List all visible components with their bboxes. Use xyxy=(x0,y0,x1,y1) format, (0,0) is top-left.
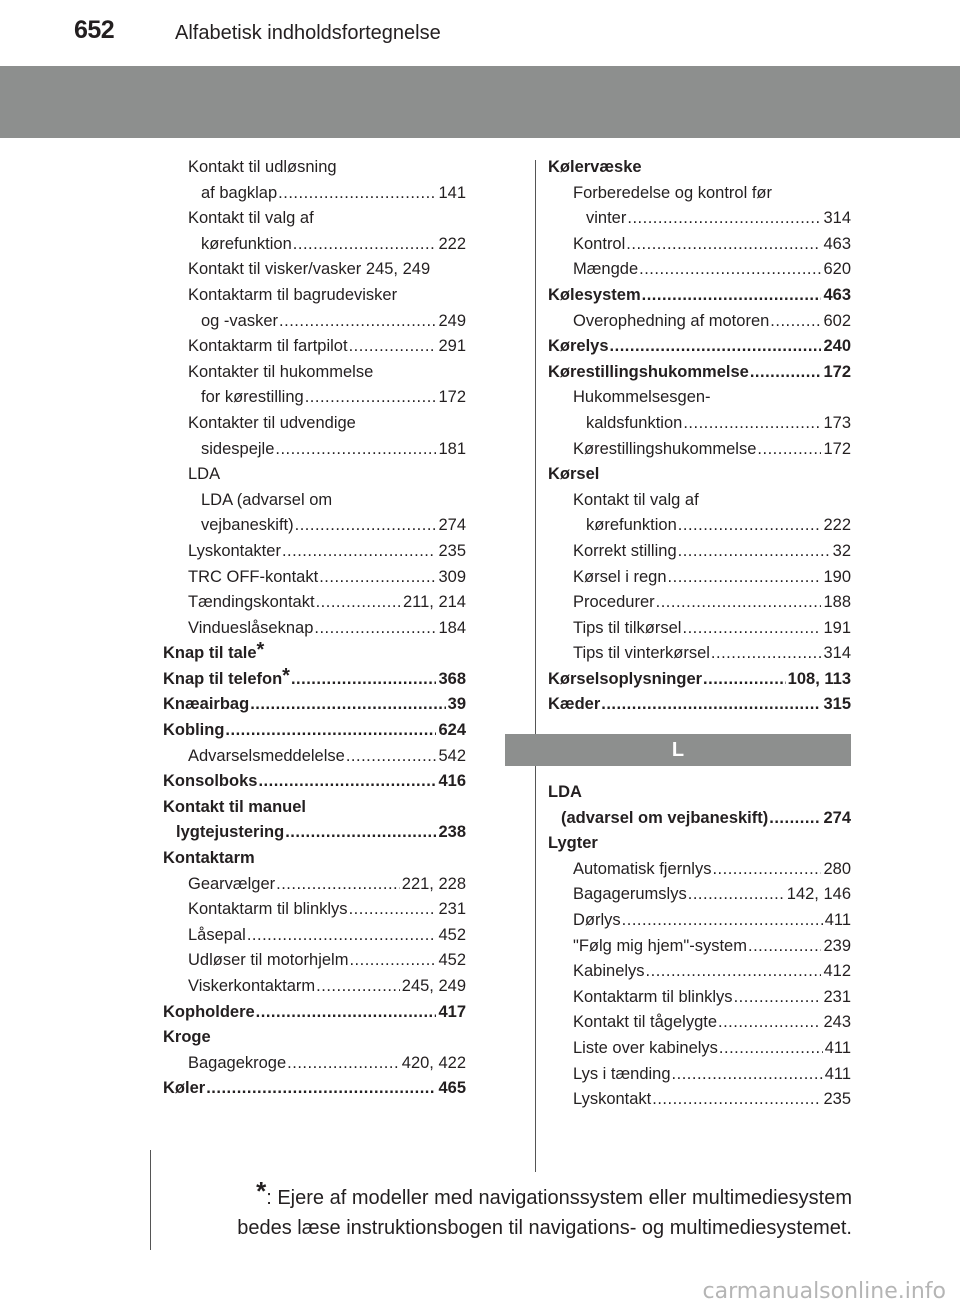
page-reference: 231 xyxy=(823,987,851,1006)
index-subentry xyxy=(163,744,466,770)
index-subentry xyxy=(548,181,851,207)
entry-text: Overophedning af motoren xyxy=(573,311,770,330)
page-reference: 243 xyxy=(823,1013,851,1032)
dot-leader xyxy=(314,616,436,642)
entry-text: Kontakt til udløsning xyxy=(188,158,337,176)
index-subentry xyxy=(163,360,466,386)
page-reference: 32 xyxy=(832,541,851,560)
watermark: carmanualsonline.info xyxy=(702,1279,946,1304)
page-reference: 291 xyxy=(438,337,466,356)
entry-text: Lygter xyxy=(548,834,598,853)
index-column-right xyxy=(548,155,851,1113)
page-reference: 465 xyxy=(438,1079,466,1098)
dot-leader xyxy=(652,1087,821,1113)
dot-leader xyxy=(770,309,821,335)
index-heading xyxy=(548,334,851,360)
dot-leader xyxy=(287,1051,400,1077)
entry-text: Liste over kabinelys xyxy=(573,1039,718,1057)
index-subentry xyxy=(163,1051,466,1077)
index-subentry xyxy=(548,1087,851,1113)
page-reference: 411 xyxy=(824,1064,851,1083)
page-reference: 245, 249 xyxy=(401,977,466,995)
entry-text: Advarselsmeddelelse xyxy=(188,746,345,765)
index-column-left xyxy=(163,155,466,1102)
index-subentry xyxy=(548,882,851,908)
entry-text: Kontakt til valg af xyxy=(573,490,699,509)
page-reference: 411 xyxy=(824,1039,851,1057)
page-reference: 309 xyxy=(438,567,466,586)
entry-text: Kæder xyxy=(548,695,601,714)
dot-leader xyxy=(639,257,821,283)
index-subentry xyxy=(548,257,851,283)
entry-text: Procedurer xyxy=(573,593,655,612)
entry-text: Kørestillingshukommelse xyxy=(548,362,749,381)
header-band xyxy=(0,66,960,138)
index-subentry xyxy=(548,985,851,1011)
entry-text: Vindueslåseknap xyxy=(188,618,314,637)
index-subentry xyxy=(548,385,851,411)
index-subentry xyxy=(548,437,851,463)
index-subentry xyxy=(163,309,466,335)
page-reference: 463 xyxy=(823,285,851,304)
page-reference: 172 xyxy=(823,362,851,381)
page-reference: 172 xyxy=(823,439,851,458)
index-subentry xyxy=(163,974,466,1000)
entry-text: Kontakter til udvendige xyxy=(188,413,356,432)
entry-text: LDA xyxy=(188,465,221,484)
page-reference: 620 xyxy=(823,260,851,279)
index-heading: Knap til tale * xyxy=(163,641,466,667)
dot-leader xyxy=(279,309,436,335)
dot-leader xyxy=(678,539,831,565)
index-heading xyxy=(548,462,851,488)
index-heading xyxy=(163,1000,466,1026)
entry-text: Dørlys xyxy=(573,911,621,930)
dot-leader xyxy=(316,590,401,616)
page-reference: 368 xyxy=(438,669,466,688)
entry-text: LDA xyxy=(548,783,582,802)
entry-text: Kontaktarm til fartpilot xyxy=(188,337,348,356)
index-subentry xyxy=(163,565,466,591)
entry-text: LDA (advarsel om xyxy=(201,490,333,509)
entry-text: Kontaktarm til bagrudevisker xyxy=(188,285,398,304)
page-reference: 184 xyxy=(438,618,466,637)
entry-text: Kontrol xyxy=(573,234,626,253)
index-heading xyxy=(163,1025,466,1051)
entry-text: Lys i tænding xyxy=(573,1064,671,1083)
page-reference: 463 xyxy=(823,234,851,253)
dot-leader xyxy=(672,1062,823,1088)
index-subentry xyxy=(548,232,851,258)
dot-leader xyxy=(626,232,821,258)
entry-text: Knap til tale xyxy=(163,644,257,663)
page-reference: 314 xyxy=(823,209,851,228)
entry-text: Kørelys xyxy=(548,337,609,356)
index-subentry xyxy=(163,155,466,181)
index-heading xyxy=(548,155,851,181)
entry-text: lygtejustering xyxy=(176,823,285,842)
footnote xyxy=(150,1176,852,1243)
entry-text: Køler xyxy=(163,1079,206,1098)
index-subentry xyxy=(163,181,466,207)
page-reference: 222 xyxy=(438,234,466,253)
page-reference: 211, 214 xyxy=(402,593,466,612)
dot-leader xyxy=(622,908,823,934)
entry-text: kaldsfunktion xyxy=(586,413,683,432)
entry-text: sidespejle xyxy=(201,439,275,458)
entry-text: Korrekt stilling xyxy=(573,541,677,560)
page-reference: 173 xyxy=(823,413,851,432)
dot-leader xyxy=(718,1010,821,1036)
entry-text: Bagagekroge xyxy=(188,1053,287,1072)
page-reference: 39 xyxy=(447,695,466,714)
index-heading xyxy=(163,769,466,795)
index-heading xyxy=(163,795,466,821)
dot-leader xyxy=(250,692,445,718)
entry-text: kørefunktion xyxy=(201,234,292,253)
entry-text: Mængde xyxy=(573,260,639,279)
entry-text: Kobling xyxy=(163,721,225,740)
index-subentry xyxy=(163,616,466,642)
index-subentry xyxy=(163,257,466,283)
index-subentry xyxy=(548,411,851,437)
entry-text: Forberedelse og kontrol før xyxy=(573,183,773,202)
index-subentry xyxy=(548,857,851,883)
entry-text: Kontakt til visker/vasker 245, 249 xyxy=(188,260,431,279)
page-reference: 231 xyxy=(438,900,466,919)
index-heading xyxy=(548,283,851,309)
entry-text: Kontaktarm til blinklys xyxy=(188,900,348,919)
entry-text: Kontakt til manuel xyxy=(163,797,307,816)
page-reference: 239 xyxy=(823,936,851,955)
dot-leader xyxy=(668,565,822,591)
dot-leader xyxy=(285,820,436,846)
page-title: Alfabetisk indholdsfortegnelse xyxy=(175,22,441,44)
dot-leader xyxy=(346,744,437,770)
index-subentry xyxy=(163,334,466,360)
entry-text: Kølervæske xyxy=(548,158,642,176)
index-subentry xyxy=(548,1010,851,1036)
dot-leader xyxy=(282,539,437,565)
page-reference: 181 xyxy=(438,439,466,458)
index-subentry xyxy=(163,385,466,411)
page-reference: 142, 146 xyxy=(786,885,851,904)
dot-leader xyxy=(276,872,400,898)
dot-leader xyxy=(656,590,822,616)
dot-leader xyxy=(256,1000,437,1026)
index-heading xyxy=(548,692,851,718)
page-reference: 411 xyxy=(824,911,851,930)
page-reference: 417 xyxy=(438,1002,466,1021)
index-subentry xyxy=(163,539,466,565)
entry-text: Kontakter til hukommelse xyxy=(188,362,374,381)
dot-leader xyxy=(682,616,821,642)
index-subentry xyxy=(163,437,466,463)
entry-text: Kontakt til tågelygte xyxy=(573,1013,718,1032)
entry-text: Kørsel i regn xyxy=(573,567,667,586)
page-reference: 420, 422 xyxy=(401,1053,466,1072)
entry-text: TRC OFF-kontakt xyxy=(188,567,319,586)
footnote-star: * xyxy=(256,1176,267,1206)
entry-text: (advarsel om vejbaneskift) xyxy=(561,808,769,827)
index-subentry xyxy=(548,539,851,565)
index-subentry xyxy=(163,283,466,309)
page-reference: 452 xyxy=(438,951,466,970)
entry-text: Kørestillingshukommelse xyxy=(573,439,757,458)
dot-leader xyxy=(627,206,821,232)
dot-leader xyxy=(748,934,821,960)
dot-leader xyxy=(678,513,822,539)
dot-leader xyxy=(349,948,436,974)
index-heading xyxy=(163,718,466,744)
column-divider xyxy=(535,160,536,1172)
dot-leader xyxy=(601,692,821,718)
index-heading xyxy=(163,692,466,718)
page-reference: 238 xyxy=(438,823,466,842)
entry-text: af bagklap xyxy=(201,183,278,202)
entry-text: Kopholdere xyxy=(163,1002,255,1021)
index-subentry xyxy=(548,488,851,514)
entry-text: Lyskontakt xyxy=(573,1090,652,1109)
index-subentry xyxy=(163,232,466,258)
index-heading xyxy=(163,820,466,846)
dot-leader xyxy=(757,437,821,463)
entry-text: Hukommelsesgen- xyxy=(573,388,711,407)
page-reference: 222 xyxy=(823,516,851,535)
page-reference: 314 xyxy=(823,644,851,663)
page-reference: 412 xyxy=(823,962,851,981)
entry-text: vejbaneskift) xyxy=(201,516,294,535)
dot-leader xyxy=(349,334,437,360)
entry-text: Kabinelys xyxy=(573,962,645,981)
page-reference: 416 xyxy=(438,772,466,791)
dot-leader xyxy=(258,769,436,795)
dot-leader xyxy=(712,857,821,883)
entry-text: Kørsel xyxy=(548,465,600,484)
entry-text: vinter xyxy=(586,209,627,228)
index-subentry xyxy=(163,948,466,974)
entry-text: Udløser til motorhjelm xyxy=(188,951,349,970)
entry-text: "Følg mig hjem"-system xyxy=(573,936,747,955)
entry-text: Knap til telefon xyxy=(163,669,283,688)
entry-text: kørefunktion xyxy=(586,516,677,535)
dot-leader xyxy=(275,437,436,463)
index-subentry xyxy=(163,411,466,437)
page-reference: 315 xyxy=(823,695,851,714)
dot-leader xyxy=(734,985,822,1011)
entry-text: Kontaktarm xyxy=(163,849,255,868)
page-reference: 221, 228 xyxy=(401,874,466,893)
entry-text: Viskerkontaktarm xyxy=(188,977,316,995)
index-heading xyxy=(548,831,851,857)
page-reference: 190 xyxy=(823,567,851,586)
entry-text: Kølesystem xyxy=(548,285,641,304)
page-reference: 249 xyxy=(438,311,466,330)
page-reference: 542 xyxy=(438,746,466,765)
dot-leader xyxy=(688,882,785,908)
index-subentry xyxy=(548,1036,851,1062)
dot-leader xyxy=(305,385,437,411)
entry-text: Kroge xyxy=(163,1028,211,1047)
dot-leader xyxy=(316,974,400,1000)
dot-leader xyxy=(247,923,437,949)
page-reference: 235 xyxy=(438,541,466,560)
entry-text: Kontaktarm til blinklys xyxy=(573,987,733,1006)
page-reference: 274 xyxy=(823,808,851,827)
page-reference: 188 xyxy=(823,593,851,612)
entry-text: Kontakt til valg af xyxy=(188,209,314,228)
page-reference: 108, 113 xyxy=(787,669,851,688)
dot-leader xyxy=(225,718,436,744)
index-subentry xyxy=(163,897,466,923)
dot-leader xyxy=(278,181,436,207)
dot-leader xyxy=(291,667,437,693)
dot-leader xyxy=(683,411,821,437)
dot-leader xyxy=(750,360,822,386)
page-reference: 602 xyxy=(823,311,851,330)
page-number: 652 xyxy=(74,16,115,44)
entry-text: Lyskontakter xyxy=(188,541,281,560)
index-subentry xyxy=(163,206,466,232)
index-subentry xyxy=(548,590,851,616)
entry-text: og -vasker xyxy=(201,311,279,330)
index-subentry xyxy=(548,309,851,335)
page-reference: 235 xyxy=(823,1090,851,1109)
entry-text: Tips til vinterkørsel xyxy=(573,644,710,663)
dot-leader xyxy=(349,897,437,923)
index-heading xyxy=(548,780,851,806)
dot-leader xyxy=(711,641,822,667)
dot-leader xyxy=(769,806,821,832)
index-heading xyxy=(548,806,851,832)
entry-text: Konsolboks xyxy=(163,772,258,791)
index-subentry xyxy=(163,923,466,949)
entry-text: Knæairbag xyxy=(163,695,250,714)
page-reference: 624 xyxy=(438,721,466,740)
index-subentry xyxy=(163,462,466,488)
page-reference: 240 xyxy=(823,337,851,356)
entry-text: Kørselsoplysninger xyxy=(548,669,703,688)
footnote-line-2: bedes læse instruktionsbogen til navigations- og multimediesystemet. xyxy=(237,1217,852,1239)
dot-leader xyxy=(719,1036,823,1062)
index-subentry xyxy=(548,934,851,960)
index-heading: Knap til telefon * ..... 368 xyxy=(163,667,466,693)
page-reference: 274 xyxy=(438,516,466,535)
page-reference: 191 xyxy=(823,618,851,637)
entry-text: Tændingskontakt xyxy=(188,593,315,612)
index-subentry xyxy=(548,641,851,667)
index-subentry xyxy=(548,908,851,934)
dot-leader xyxy=(703,667,786,693)
index-subentry xyxy=(548,1062,851,1088)
index-heading xyxy=(163,846,466,872)
index-subentry xyxy=(163,488,466,514)
index-heading xyxy=(163,1076,466,1102)
entry-text: Automatisk fjernlys xyxy=(573,859,712,878)
page-reference: 452 xyxy=(438,925,466,944)
footnote-line-1: : Ejere af modeller med navigationssystem eller multimediesystem xyxy=(266,1187,852,1209)
index-subentry xyxy=(548,616,851,642)
entry-text: Bagagerumslys xyxy=(573,885,687,904)
dot-leader xyxy=(610,334,822,360)
entry-text: Gearvælger xyxy=(188,874,276,893)
page-reference: 172 xyxy=(438,388,466,407)
index-heading xyxy=(548,667,851,693)
index-subentry xyxy=(548,959,851,985)
dot-leader xyxy=(642,283,822,309)
index-subentry xyxy=(548,513,851,539)
index-subentry xyxy=(548,565,851,591)
index-subentry xyxy=(163,513,466,539)
page-reference: 280 xyxy=(823,859,851,878)
index-group-l xyxy=(548,780,851,1113)
entry-text: Låsepal xyxy=(188,925,246,944)
section-letter-bar: L xyxy=(505,734,851,766)
page-reference: 141 xyxy=(438,183,466,202)
dot-leader xyxy=(319,565,436,591)
dot-leader xyxy=(295,513,437,539)
entry-text: Tips til tilkørsel xyxy=(573,618,682,637)
dot-leader xyxy=(293,232,437,258)
index-heading xyxy=(548,360,851,386)
dot-leader xyxy=(206,1076,436,1102)
index-subentry xyxy=(163,872,466,898)
entry-text: for kørestilling xyxy=(201,388,304,407)
index-subentry xyxy=(548,206,851,232)
dot-leader xyxy=(646,959,822,985)
index-group-k xyxy=(548,155,851,718)
index-subentry xyxy=(163,590,466,616)
